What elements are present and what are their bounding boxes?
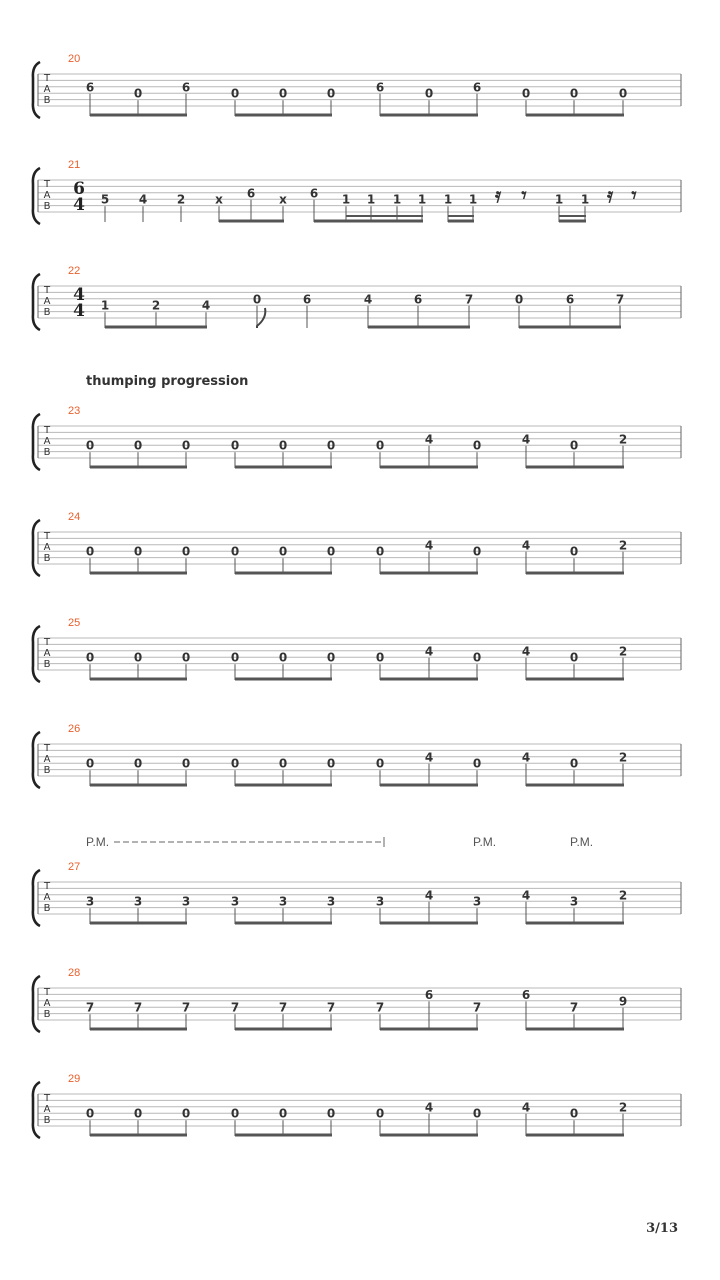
staff-bracket [33,414,40,470]
staff-bracket [33,1082,40,1138]
beam [235,678,332,681]
fret-number: 0 [569,756,579,771]
fret-number: 2 [176,192,186,207]
tab-clef-letter: T [43,531,51,542]
tab-clef-letter: B [43,765,51,776]
fret-number: 3 [133,894,143,909]
rest-symbol: 𝄿 [494,183,502,207]
beam [380,678,478,681]
beam [380,784,478,787]
beam [380,114,478,117]
fret-number: 6 [424,987,434,1002]
beam [526,1028,624,1031]
rest-symbol: 𝄾 [631,183,637,207]
staff-bracket [33,626,40,682]
tab-clef-letter: A [43,1104,51,1115]
fret-number: 0 [230,86,240,101]
beam [380,1134,478,1137]
staff-systems [33,53,681,1138]
fret-number: 0 [230,544,240,559]
staff-system-28 [33,967,681,1032]
fret-number: 0 [181,650,191,665]
beam [526,114,624,117]
fret-number: 0 [424,86,434,101]
fret-number: 0 [85,1106,95,1121]
palm-mute-label: P.M. [473,835,497,849]
time-signature-bottom: 4 [73,195,85,215]
fret-number: 7 [230,1000,240,1015]
fret-number: 6 [85,80,95,95]
tab-clef-letter: B [43,659,51,670]
tab-clef-letter: A [43,648,51,659]
tab-clef-letter: T [43,285,51,296]
fret-number: 0 [375,438,385,453]
beam [235,572,332,575]
fret-number: 0 [85,756,95,771]
fret-number: 0 [472,1106,482,1121]
beam [380,1028,478,1031]
fret-number: 2 [618,750,628,765]
fret-number: 1 [366,192,376,207]
fret-number: 3 [472,894,482,909]
fret-number: 2 [151,298,161,313]
palm-mute-label: P.M. [86,835,110,849]
fret-number: 0 [375,544,385,559]
fret-number: 4 [521,888,531,903]
fret-number: 7 [133,1000,143,1015]
fret-number: 1 [554,192,564,207]
fret-number: 6 [246,186,256,201]
fret-number: 0 [181,756,191,771]
beam [380,922,478,925]
palm-mute-label: P.M. [570,835,594,849]
bar-number: 20 [68,53,81,65]
tab-clef-letter: A [43,754,51,765]
beam [526,922,624,925]
fret-number: 3 [181,894,191,909]
beam [380,466,478,469]
staff-bracket [33,168,40,224]
fret-number: 5 [100,192,110,207]
bar-number: 29 [68,1073,81,1085]
fret-number: 0 [375,756,385,771]
fret-number: 0 [375,650,385,665]
beam [90,114,187,117]
tab-clef-letter: B [43,1009,51,1020]
fret-number: 0 [133,438,143,453]
fret-number: 0 [569,650,579,665]
fret-number: 0 [230,438,240,453]
beam [235,784,332,787]
fret-number: 0 [85,544,95,559]
tab-clef-letter: B [43,307,51,318]
tab-clef-letter: T [43,987,51,998]
fret-number: 6 [375,80,385,95]
beam [235,466,332,469]
fret-number: 4 [424,644,434,659]
beam [90,1028,187,1031]
fret-number: 0 [472,756,482,771]
fret-number: x [215,192,223,207]
beam [368,326,470,329]
fret-number: 0 [181,1106,191,1121]
tab-clef-letter: T [43,1093,51,1104]
fret-number: 1 [443,192,453,207]
fret-number: 0 [278,1106,288,1121]
tab-clef-letter: T [43,425,51,436]
staff-bracket [33,520,40,576]
beam [90,466,187,469]
fret-number: 6 [472,80,482,95]
beam [235,922,332,925]
beam [519,326,621,329]
fret-number: 7 [278,1000,288,1015]
fret-number: 0 [326,438,336,453]
staff-system-23 [33,405,681,470]
fret-number: 4 [424,888,434,903]
fret-number: 0 [133,86,143,101]
fret-number: 4 [521,432,531,447]
beam [314,220,423,223]
fret-number: 0 [326,544,336,559]
tab-clef-letter: T [43,637,51,648]
beam [526,784,624,787]
fret-number: 4 [424,750,434,765]
fret-number: 3 [230,894,240,909]
tab-clef-letter: A [43,436,51,447]
fret-number: 7 [85,1000,95,1015]
time-signature-bottom: 4 [73,301,85,321]
fret-number: 0 [326,756,336,771]
fret-number: 0 [133,544,143,559]
bar-number: 24 [68,511,81,523]
fret-number: 6 [413,292,423,307]
fret-number: 3 [375,894,385,909]
tab-clef-letter: B [43,447,51,458]
beam [235,1134,332,1137]
fret-number: 0 [521,86,531,101]
bar-number: 28 [68,967,81,979]
fret-number: 3 [326,894,336,909]
staff-system-24 [33,511,681,576]
fret-number: 0 [326,1106,336,1121]
rest-symbol: 𝄾 [521,183,527,207]
time-signature-top: 4 [73,285,85,305]
fret-number: 6 [309,186,319,201]
tab-clef-letter: A [43,296,51,307]
fret-number: 2 [618,432,628,447]
tab-clef-letter: A [43,542,51,553]
fret-number: 0 [472,544,482,559]
tab-clef-letter: A [43,892,51,903]
fret-number: 7 [464,292,474,307]
fret-number: 9 [618,994,628,1009]
tab-clef-letter: A [43,998,51,1009]
fret-number: 6 [181,80,191,95]
fret-number: 4 [363,292,373,307]
beam [235,1028,332,1031]
bar-number: 23 [68,405,81,417]
tab-clef-letter: B [43,903,51,914]
staff-bracket [33,870,40,926]
fret-number: 2 [618,644,628,659]
tab-clef-letter: B [43,1115,51,1126]
fret-number: 4 [521,644,531,659]
bar-number: 26 [68,723,81,735]
staff-system-25 [33,617,681,682]
beam [235,114,332,117]
fret-number: 2 [618,538,628,553]
section-label: thumping progression [86,374,249,389]
fret-number: 0 [181,438,191,453]
fret-number: 0 [514,292,524,307]
fret-number: 0 [569,1106,579,1121]
fret-number: 4 [521,538,531,553]
fret-number: 0 [375,1106,385,1121]
staff-system-27 [33,835,681,926]
fret-number: 1 [392,192,402,207]
fret-number: 4 [521,750,531,765]
fret-number: 2 [618,1100,628,1115]
beam-sixteenth [559,215,586,217]
beam [90,922,187,925]
fret-number: 0 [472,650,482,665]
fret-number: 0 [181,544,191,559]
fret-number: 2 [618,888,628,903]
tab-clef-letter: T [43,73,51,84]
beam [90,1134,187,1137]
fret-number: 0 [278,650,288,665]
fret-number: 0 [569,438,579,453]
fret-number: 1 [100,298,110,313]
beam [90,572,187,575]
fret-number: 0 [569,86,579,101]
fret-number: 1 [580,192,590,207]
fret-number: 0 [133,650,143,665]
tab-clef-letter: T [43,881,51,892]
tab-clef-letter: B [43,553,51,564]
beam [526,572,624,575]
beam [380,572,478,575]
beam-sixteenth [346,215,423,217]
beam [526,466,624,469]
fret-number: 0 [326,86,336,101]
bar-number: 22 [68,265,81,277]
fret-number: 4 [201,298,211,313]
fret-number: 7 [181,1000,191,1015]
beam [559,220,586,223]
fret-number: 4 [424,538,434,553]
beam-sixteenth [448,215,474,217]
fret-number: 0 [133,756,143,771]
fret-number: 7 [472,1000,482,1015]
tab-clef-letter: B [43,95,51,106]
fret-number: 4 [424,1100,434,1115]
fret-number: 0 [278,86,288,101]
fret-number: 0 [230,1106,240,1121]
fret-number: 4 [521,1100,531,1115]
bar-number: 27 [68,861,81,873]
beam [448,220,474,223]
fret-number: 1 [468,192,478,207]
fret-number: 7 [375,1000,385,1015]
staff-system-29 [33,1073,681,1138]
tab-clef-letter: A [43,84,51,95]
fret-number: 0 [618,86,628,101]
tab-clef-letter: T [43,743,51,754]
fret-number: 0 [472,438,482,453]
fret-number: 6 [521,987,531,1002]
fret-number: 0 [252,292,262,307]
fret-number: 0 [278,544,288,559]
fret-number: 4 [424,432,434,447]
time-signature-top: 6 [73,179,85,199]
fret-number: 6 [565,292,575,307]
staff-system-22 [33,265,681,330]
fret-number: 0 [230,756,240,771]
bar-number: 21 [68,159,81,171]
page-number: 3/13 [646,1221,678,1236]
staff-system-26 [33,723,681,788]
staff-bracket [33,976,40,1032]
fret-number: 7 [326,1000,336,1015]
fret-number: 0 [569,544,579,559]
fret-number: x [279,192,287,207]
staff-system-21 [33,159,681,224]
fret-number: 1 [341,192,351,207]
fret-number: 3 [569,894,579,909]
staff-system-20 [33,53,681,118]
beam [526,678,624,681]
fret-number: 1 [417,192,427,207]
beam [90,678,187,681]
staff-bracket [33,732,40,788]
fret-number: 0 [278,756,288,771]
staff-bracket [33,274,40,330]
fret-number: 0 [326,650,336,665]
tab-clef-letter: A [43,190,51,201]
staff-bracket [33,62,40,118]
bar-number: 25 [68,617,81,629]
beam [219,220,284,223]
fret-number: 7 [615,292,625,307]
fret-number: 0 [230,650,240,665]
tab-clef-letter: B [43,201,51,212]
fret-number: 6 [302,292,312,307]
fret-number: 0 [133,1106,143,1121]
fret-number: 0 [278,438,288,453]
fret-number: 0 [85,438,95,453]
beam [105,326,207,329]
fret-number: 3 [85,894,95,909]
tab-clef-letter: T [43,179,51,190]
beam [90,784,187,787]
fret-number: 7 [569,1000,579,1015]
fret-number: 4 [138,192,148,207]
fret-number: 3 [278,894,288,909]
rest-symbol: 𝄿 [606,183,614,207]
fret-number: 0 [85,650,95,665]
beam [526,1134,624,1137]
